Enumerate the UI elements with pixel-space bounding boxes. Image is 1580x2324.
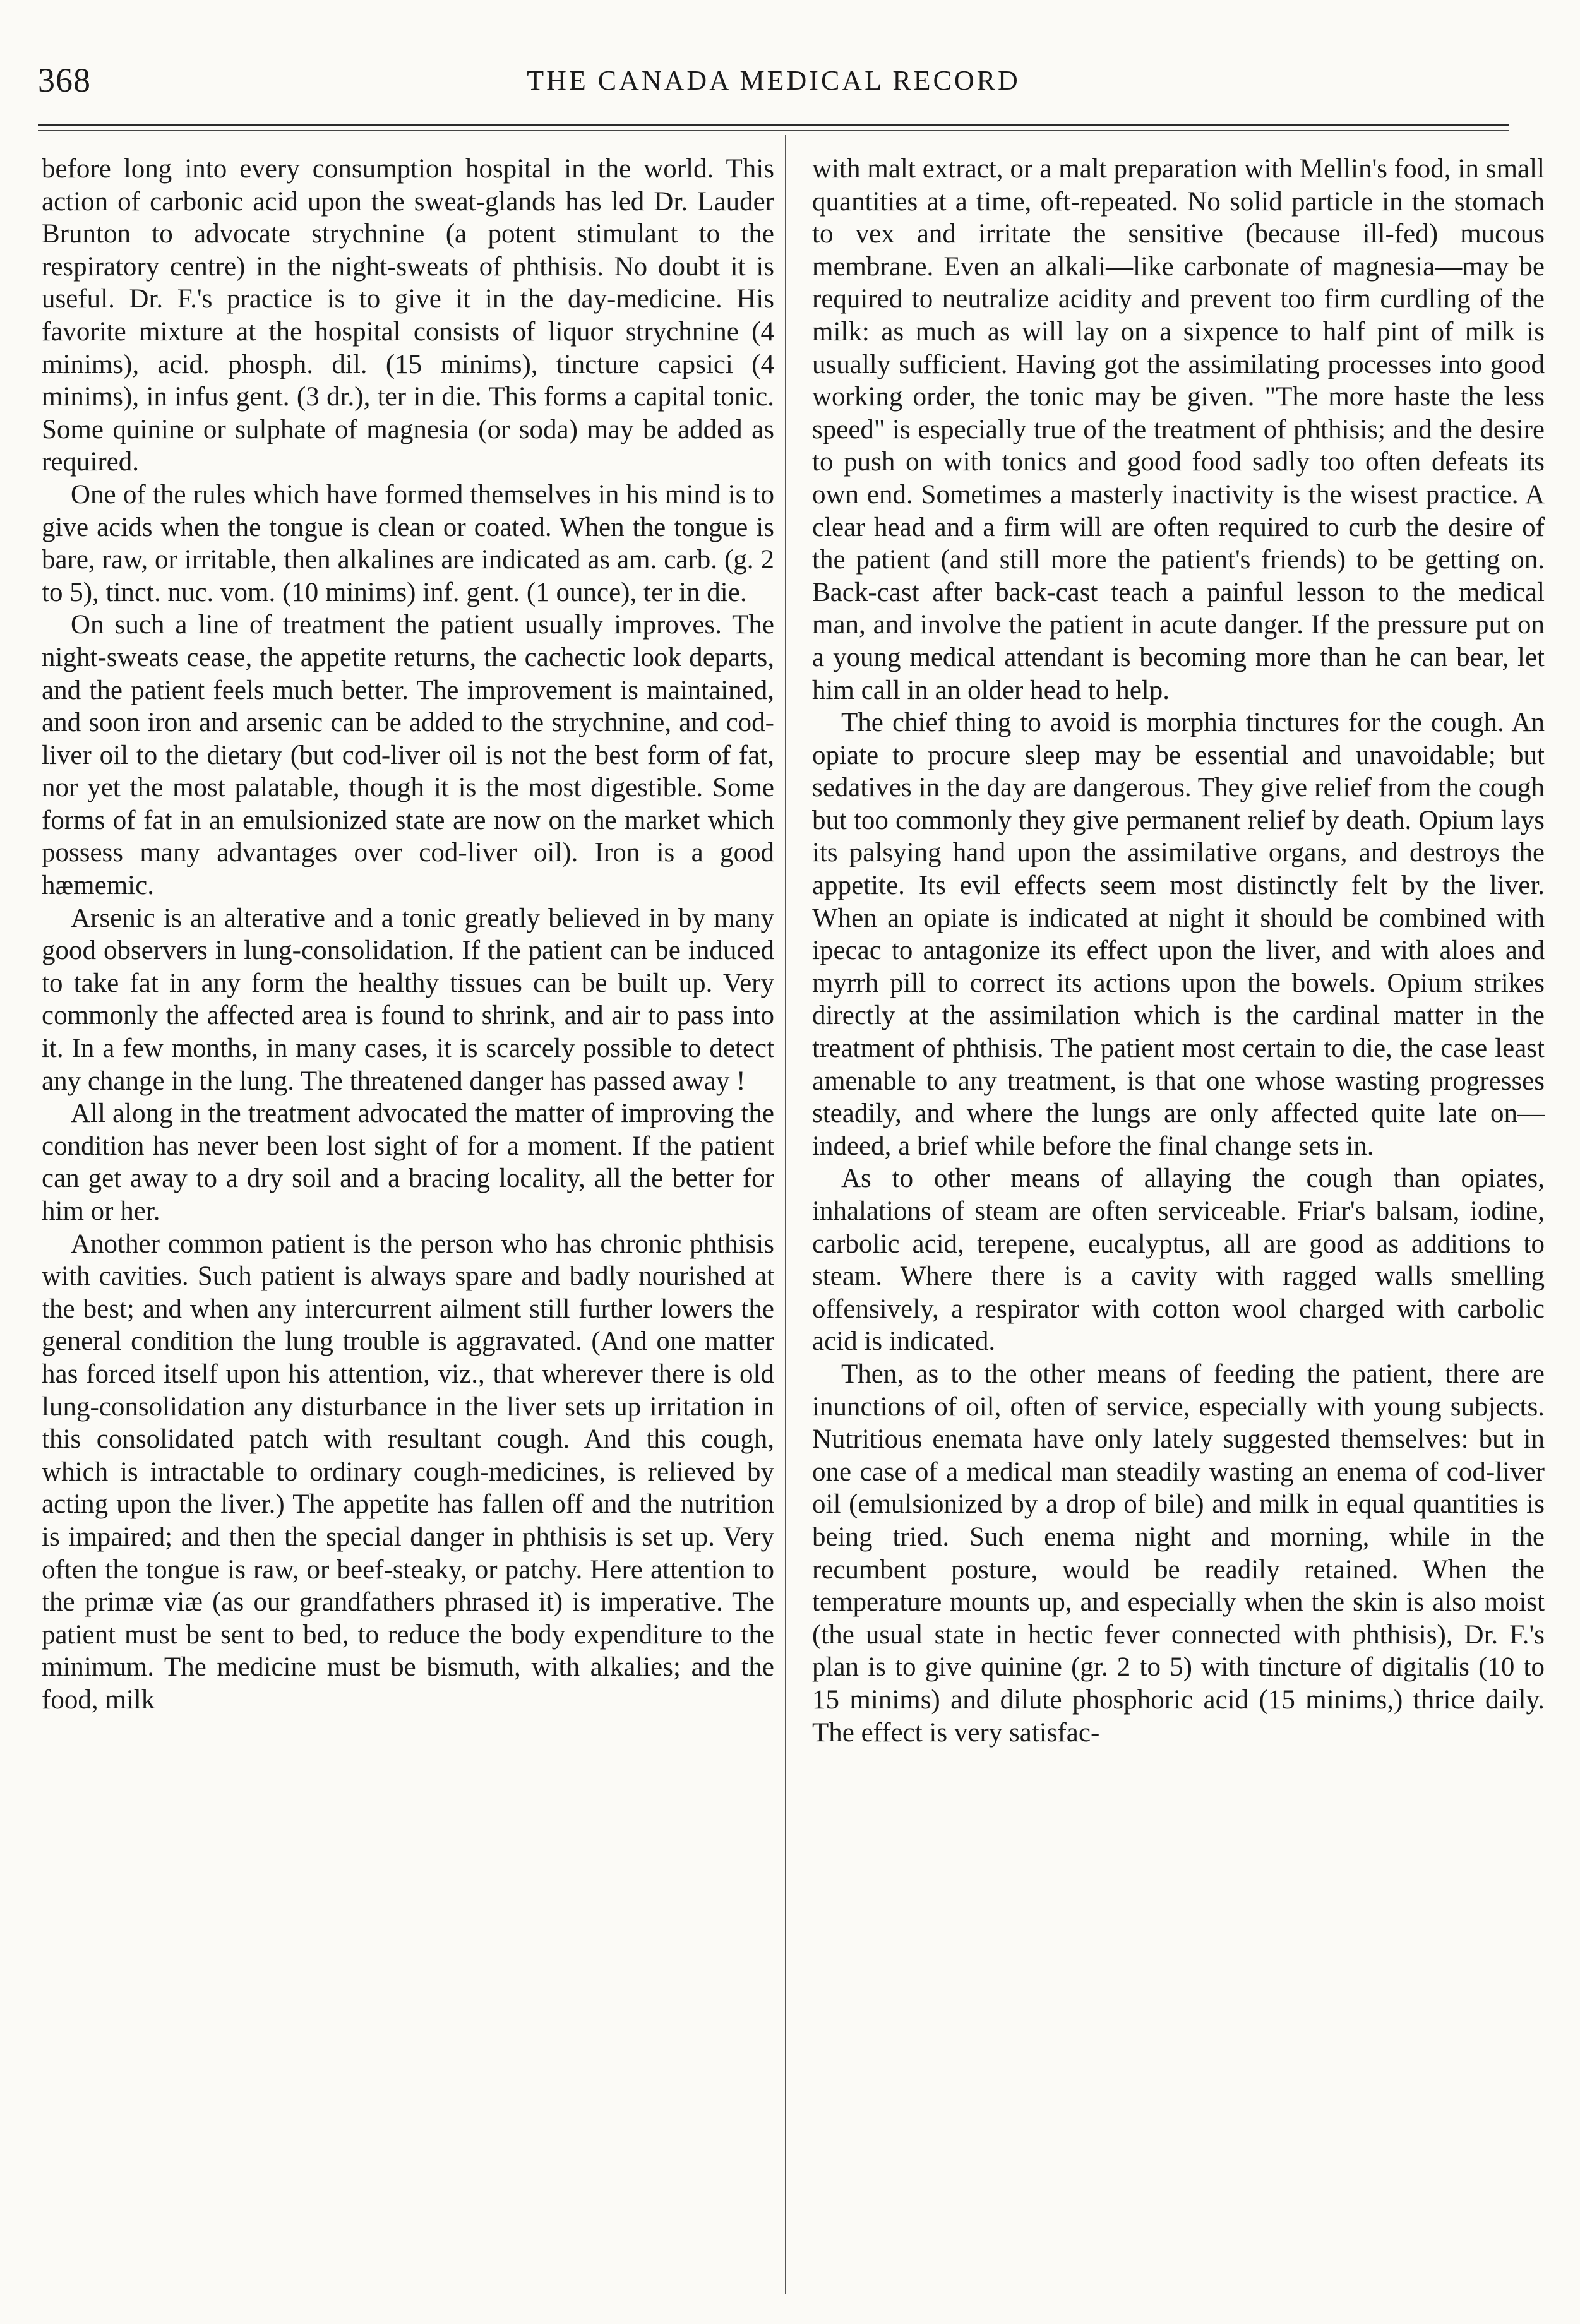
left-column <box>42 153 774 2312</box>
column-divider <box>785 135 786 2294</box>
paragraph: Arsenic is an alterative and a tonic greatly believed in by many good observers in lung-consolidation. If the patient can be induced to take fat in any form the healthy tissues can be built up. Very commonly the affected area is found to shrink, and air to pass into it. In a few months, in many cases, it is scarcely possible to detect any change in the lung. The threatened danger has passed away ! <box>42 903 774 1096</box>
page-header <box>38 61 1509 105</box>
paragraph: One of the rules which have formed themselves in his mind is to give acids when the tongue is clean or coated. When the tongue is bare, raw, or irritable, then alkalines are indicated as am. carb. (g. 2 to 5), tinct. nuc. vom. (10 minims) inf. gent. (1 ounce), ter in die. <box>42 479 774 607</box>
running-title: THE CANADA MEDICAL RECORD <box>527 65 1020 96</box>
right-column <box>812 153 1545 2312</box>
paragraph: The chief thing to avoid is morphia tinctures for the cough. An opiate to procure sleep may be essential and unavoidable; but sedatives in the day are dangerous. They give relief from the cough but too commonly they give permanent relief by death. Opium lays its palsying hand upon the assimilative organs, and destroys the appetite. Its evil effects seem most distinctly felt by the liver. When an opiate is indicated at night it should be combined with ipecac to antagonize its effect upon the liver, and with aloes and myrrh pill to correct its actions upon the bowels. Opium strikes directly at the assimilation which is the cardinal matter in the treatment of phthisis. The patient most certain to die, the case least amenable to any treatment, is that one whose wasting progresses steadily, and where the lungs are only affected quite late on—indeed, a brief while before the final change sets in. <box>812 708 1545 1161</box>
page-number: 368 <box>38 61 91 99</box>
paragraph: All along in the treatment advocated the matter of improving the condition has never been lost sight of for a moment. If the patient can get away to a dry soil and a bracing locality, all the better for him or her. <box>42 1099 774 1226</box>
paragraph: Then, as to the other means of feeding the patient, there are inunctions of oil, often of service, especially with young subjects. Nutritious enemata have only lately suggested themselves: but in one case of a medical man steadily wasting an enema of cod-liver oil (emulsionized by a drop of bile) and milk in equal quantities is being tried. Such enema night and morning, while in the recumbent posture, would be readily retained. When the temperature mounts up, and especially when the skin is also moist (the usual state in hectic fever connected with phthisis), Dr. F.'s plan is to give quinine (gr. 2 to 5) with tincture of digitalis (10 to 15 minims) and dilute phosphoric acid (15 minims,) thrice daily. The effect is very satisfac- <box>812 1359 1545 1748</box>
paragraph: Another common patient is the person who has chronic phthisis with cavities. Such patient is always spare and badly nourished at the best; and when any intercurrent ailment still further lowers the general condition the lung trouble is aggravated. (And one matter has forced itself upon his attention, viz., that wherever there is old lung-consolidation any disturbance in the liver sets up irritation in this consolidated patch with resultant cough. And this cough, which is intractable to ordinary cough-medicines, is relieved by acting upon the liver.) The appetite has fallen off and the nutrition is impaired; and then the special danger in phthisis is set up. Very often the tongue is raw, or beef-steaky, or patchy. Here attention to the primæ viæ (as our grandfathers phrased it) is imperative. The patient must be sent to bed, to reduce the body expenditure to the minimum. The medicine must be bismuth, with alkalies; and the food, milk <box>42 1229 774 1715</box>
header-rule <box>38 124 1509 126</box>
paragraph: before long into every consumption hospital in the world. This action of carbonic acid upon the sweat-glands has led Dr. Lauder Brunton to advocate strychnine (a potent stimulant to the respiratory centre) in the night-sweats of phthisis. No doubt it is useful. Dr. F.'s practice is to give it in the day-medicine. His favorite mixture at the hospital consists of liquor strychnine (4 minims), acid. phosph. dil. (15 minims), tincture capsici (4 minims), in infus gent. (3 dr.), ter in die. This forms a capital tonic. Some quinine or sulphate of magnesia (or soda) may be added as required. <box>42 154 774 477</box>
paragraph: On such a line of treatment the patient usually improves. The night-sweats cease, the appetite returns, the cachectic look departs, and the patient feels much better. The improvement is maintained, and soon iron and arsenic can be added to the strychnine, and cod-liver oil to the dietary (but cod-liver oil is not the best form of fat, nor yet the most palatable, though it is the most digestible. Some forms of fat in an emulsionized state are now on the market which possess many advantages over cod-liver oil). Iron is a good hæmemic. <box>42 610 774 901</box>
paragraph: with malt extract, or a malt preparation with Mellin's food, in small quantities at a time, oft-repeated. No solid particle in the stomach to vex and irritate the sensitive (because ill-fed) mucous membrane. Even an alkali—like carbonate of magnesia—may be required to neutralize acidity and prevent too firm curdling of the milk: as much as will lay on a sixpence to half pint of milk is usually sufficient. Having got the assimilating processes into good working order, the tonic may be given. "The more haste the less speed" is especially true of the treatment of phthisis; and the desire to push on with tonics and good food sadly too often defeats its own end. Sometimes a masterly inactivity is the wisest practice. A clear head and a firm will are often required to curb the desire of the patient (and still more the patient's friends) to be getting on. Back-cast after back-cast teach a painful lesson to the medical man, and involve the patient in acute danger. If the pressure put on a young medical attendant is becoming more than he can bear, let him call in an older head to help. <box>812 154 1545 705</box>
paragraph: As to other means of allaying the cough than opiates, inhalations of steam are often serviceable. Friar's balsam, iodine, carbolic acid, terepene, eucalyptus, all are good as additions to steam. Where there is a cavity with ragged walls smelling offensively, a respirator with cotton wool charged with carbolic acid is indicated. <box>812 1164 1545 1357</box>
header-rule-thin <box>38 130 1509 131</box>
